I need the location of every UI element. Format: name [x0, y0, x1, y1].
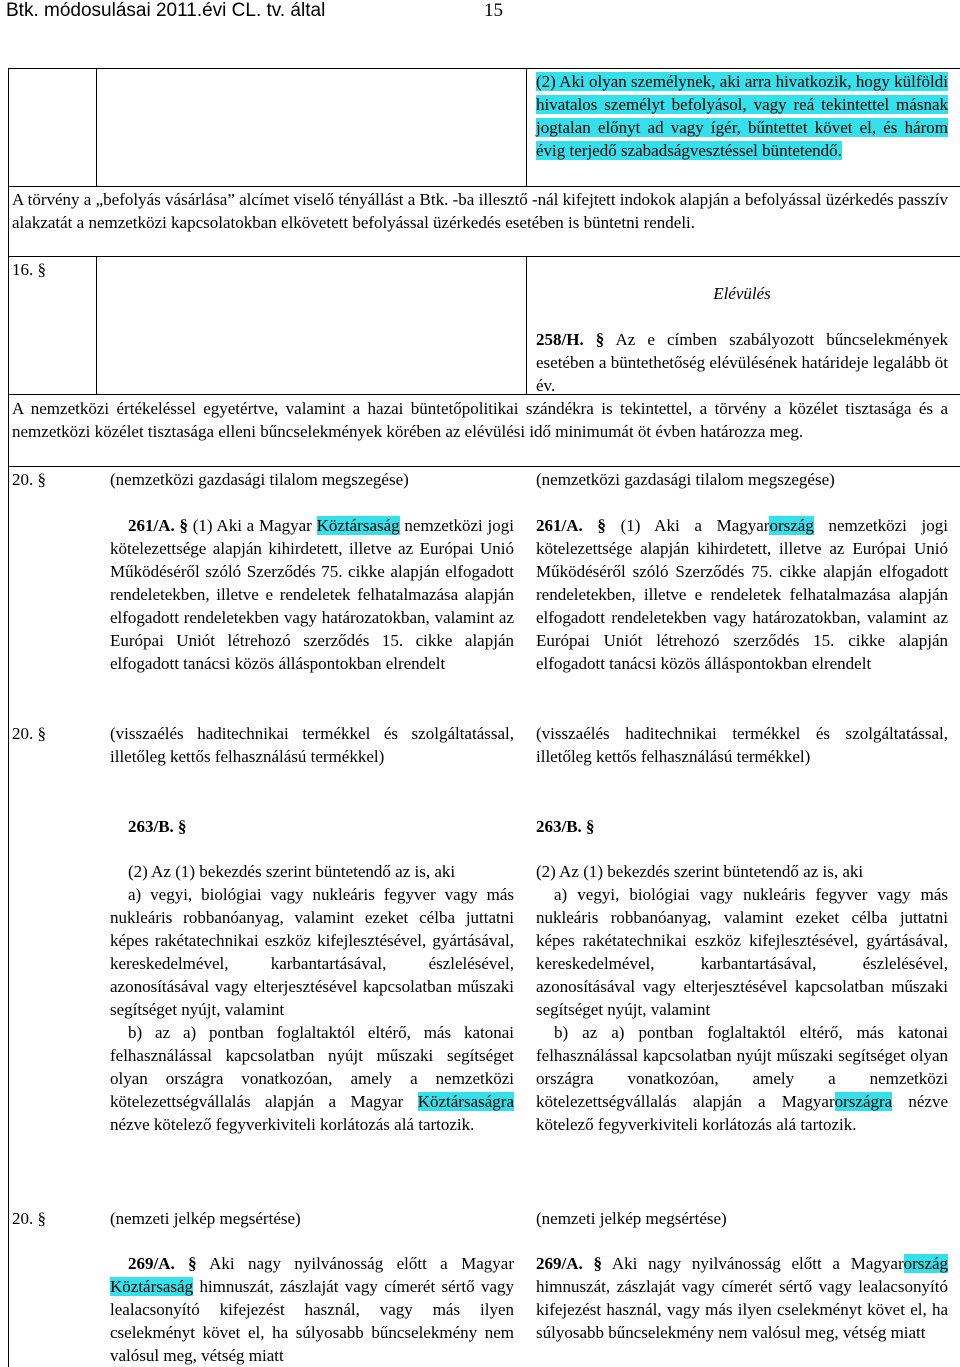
article-number: 263/B. §	[536, 817, 595, 836]
column-divider	[96, 68, 97, 186]
table-top-border	[8, 68, 960, 69]
section-number: 16. §	[12, 260, 46, 279]
paragraph-2: (2) Az (1) bekezdés szerint büntetendő az is, aki	[128, 862, 456, 881]
left-heading: (nemzetközi gazdasági tilalom megszegése)	[110, 470, 409, 489]
left-heading: (nemzeti jelkép megsértése)	[110, 1209, 301, 1228]
text-segment: (1) Aki a Magyar	[605, 516, 770, 535]
highlighted-new-text: országra	[834, 1092, 893, 1111]
right-heading: (nemzetközi gazdasági tilalom megszegése)	[536, 470, 835, 489]
section-number: 20. §	[12, 1209, 46, 1228]
row-divider	[8, 256, 960, 257]
right-paragraph	[536, 1252, 948, 1344]
article-number: 263/B. §	[128, 817, 187, 836]
right-heading: (visszaélés haditechnikai termékkel és szolgáltatással, illetőleg kettős felhasználású termékkel)	[536, 724, 948, 766]
section-number: 20. §	[12, 470, 46, 489]
text-segment: b) az a) pontban foglaltaktól eltérő, más katonai felhasználással kapcsolatban nyújt műszaki segítséget olyan országra vonatkozóan, amely a nemzetközi kötelezettségvállalás alapján a Magyar	[110, 1023, 514, 1111]
row-divider	[8, 186, 960, 187]
explanatory-note: A nemzetközi értékeléssel egyetértve, valamint a hazai büntetőpolitikai szándékra is tekintettel, a törvény a közélet tisztasága és a nemzetközi közélet tisztasága elleni bűncselekmények körében az elévülési idő minimumát öt évben határozza meg.	[12, 399, 948, 441]
paragraph-text: Az e címben szabályozott bűncselekmények esetében a büntethetőség elévülésének határideje legalább öt év.	[536, 330, 948, 395]
highlighted-new-text: (2) Aki olyan személynek, aki arra hivatkozik, hogy külföldi hivatalos személyt befolyásol, vagy reá tekintettel másnak jogtalan előnyt ad vagy ígér, bűntettet követ el, és három évig terjedő szabadságvesztéssel büntetendő.	[536, 72, 948, 160]
highlighted-old-text: Köztársaságra	[417, 1092, 514, 1111]
paragraph-2: (2) Az (1) bekezdés szerint büntetendő az is, aki	[536, 862, 864, 881]
article-number: 261/A. §	[536, 516, 606, 535]
highlighted-old-text: Köztársaság	[110, 1277, 194, 1296]
article-number: 258/H. §	[536, 330, 605, 349]
text-segment: nézve kötelező fegyverkiviteli korlátozás alá tartozik.	[536, 1092, 948, 1134]
text-segment: b) az a) pontban foglaltaktól eltérő, más katonai felhasználással kapcsolatban nyújt műszaki segítséget olyan országra vonatkozóan, amely a nemzetközi kötelezettségvállalás alapján a Magyar	[536, 1023, 948, 1111]
highlighted-old-text: Köztársaság	[316, 516, 400, 535]
text-segment: Aki nagy nyilvánosság előtt a Magyar	[602, 1254, 904, 1273]
table-left-border	[8, 68, 9, 1367]
page-number: 15	[484, 0, 503, 21]
page-header	[0, 0, 960, 22]
point-b	[536, 1021, 948, 1136]
text-segment: (1) Aki a Magyar	[188, 516, 317, 535]
point-a: a) vegyi, biológiai vagy nukleáris fegyver vagy más nukleáris robbanóanyag, valamint ezeket célba juttatni képes rakétatechnikai eszköz kifejlesztésével, gyártásával, kereskedelmével, karbantartásával, észlelésével, azonosításával vagy elterjesztésével kapcsolatban műszaki segítséget nyújt, valamint	[536, 885, 948, 1019]
highlighted-new-text: ország	[903, 1254, 948, 1273]
row-divider	[8, 466, 960, 467]
right-paragraph	[536, 514, 948, 675]
highlighted-new-text: ország	[769, 516, 814, 535]
article-number: 261/A. §	[128, 516, 189, 535]
section-number: 20. §	[12, 724, 46, 743]
text-segment: himnuszát, zászlaját vagy címerét sértő vagy lealacsonyító kifejezést használ, vagy más ilyen cselekményt követ el, ha súlyosabb bűncselekmény nem valósul meg, vétség miatt	[110, 1277, 514, 1365]
text-segment: himnuszát, zászlaját vagy címerét sértő vagy lealacsonyító kifejezést használ, vagy más ilyen cselekményt követ el, ha súlyosabb bűncselekmény nem valósul meg, vétség miatt	[536, 1277, 948, 1342]
column-divider	[96, 256, 97, 394]
left-heading: (visszaélés haditechnikai termékkel és szolgáltatással, illetőleg kettős felhasználású termékkel)	[110, 724, 514, 766]
text-segment: nemzetközi jogi kötelezettsége alapján kihirdetett, illetve az Európai Unió Működéséről szóló Szerződés 75. cikke alapján elfogadott rendeletekben, illetve e rendeletek felhatalmazása alapján elfogadott rendeletekben vagy határozatokban, valamint az Európai Uniót létrehozó szerződés 15. cikke alapján elfogadott tanácsi közös álláspontokban elrendelt	[536, 516, 948, 673]
column-divider	[526, 256, 527, 394]
right-paragraph	[536, 860, 948, 1136]
point-b	[110, 1021, 514, 1136]
document-title: Btk. módosulásai 2011.évi CL. tv. által	[6, 0, 326, 21]
section-title: Elévülés	[713, 284, 771, 303]
left-paragraph	[110, 514, 514, 675]
column-divider	[526, 68, 527, 186]
right-column-paragraph	[536, 70, 948, 162]
explanatory-note: A törvény a „befolyás vásárlása” alcímet viselő tényállást a Btk. -ba illesztő -nál kifejtett indokok alapján a befolyással üzérkedés passzív alakzatát a nemzetközi kapcsolatokban elkövetett befolyással üzérkedés esetében is büntetni rendeli.	[12, 190, 948, 232]
left-paragraph	[110, 860, 514, 1136]
text-segment: Aki nagy nyilvánosság előtt a Magyar	[196, 1254, 514, 1273]
right-heading: (nemzeti jelkép megsértése)	[536, 1209, 727, 1228]
left-paragraph	[110, 1252, 514, 1367]
point-a: a) vegyi, biológiai vagy nukleáris fegyver vagy más nukleáris robbanóanyag, valamint ezeket célba juttatni képes rakétatechnikai eszköz kifejlesztésével, gyártásával, kereskedelmével, karbantartásával, észlelésével, azonosításával vagy elterjesztésével kapcsolatban műszaki segítséget nyújt, valamint	[110, 885, 514, 1019]
text-segment: nézve kötelező fegyverkiviteli korlátozás alá tartozik.	[110, 1115, 475, 1134]
section-paragraph	[536, 328, 948, 397]
text-segment: nemzetközi jogi kötelezettsége alapján kihirdetett, illetve az Európai Unió Működéséről szóló Szerződés 75. cikke alapján elfogadott rendeletekben, illetve e rendeletek felhatalmazása alapján elfogadott rendeletekben vagy határozatokban, valamint az Európai Uniót létrehozó szerződés 15. cikke alapján elfogadott tanácsi közös álláspontokban elrendelt	[110, 516, 514, 673]
article-number: 269/A. §	[536, 1254, 603, 1273]
article-number: 269/A. §	[128, 1254, 197, 1273]
